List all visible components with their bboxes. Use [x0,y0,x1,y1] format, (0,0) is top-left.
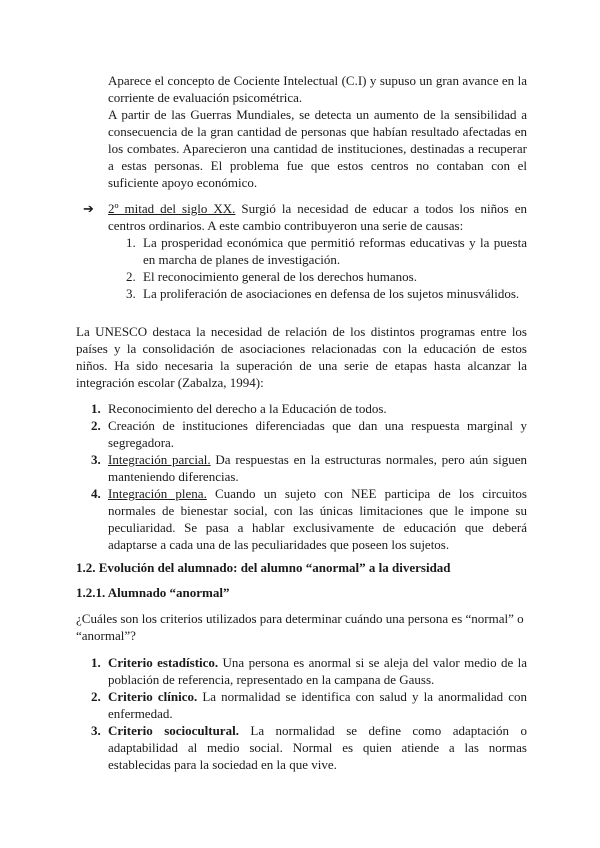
causes-list [126,234,527,302]
list-item: 1. Criterio estadístico. Una persona es anormal si se aleja del valor medio de la población de referencia, representado en la campana de Gauss. [91,655,527,687]
section-subheading: 1.2.1. Alumnado “anormal” [76,585,230,600]
list-item: 1. Reconocimiento del derecho a la Educación de todos. [91,401,387,416]
list-item: 2. Criterio clínico. La normalidad se identifica con salud y la anormalidad con enfermedad. [91,689,527,721]
stages-list [91,400,527,553]
list-item: 2. Creación de instituciones diferenciadas que dan una respuesta marginal y segregadora. [91,418,527,450]
arrow-item-title: 2º mitad del siglo XX. [108,201,236,216]
list-item: 2. El reconocimiento general de los derechos humanos. [126,269,417,284]
unesco-paragraph: La UNESCO destaca la necesidad de relación de los distintos programas entre los países y la consolidación de asociaciones relacionadas con la educación de estos niños. Ha sido necesaria la superación de una serie de etapas hasta alcanzar la integración escolar (Zabalza, 1994): [76,324,527,390]
question-paragraph: ¿Cuáles son los criterios utilizados para determinar cuándo una persona es “normal” o “anormal”? [76,611,524,643]
list-item: 3. Criterio sociocultural. La normalidad se define como adaptación o adaptabilidad al medio social. Normal es quien atiende a las normas establecidas para la sociedad en la que vive. [91,723,527,772]
intro-paragraph-2: A partir de las Guerras Mundiales, se detecta un aumento de la sensibilidad a consecuencia de la gran cantidad de personas que habían resultado afectadas en los combates. Aparecieron una cantidad de instituciones, destinadas a recuperar a estas personas. El problema fue que estos centros no contaban con el suficiente apoyo económico. [108,107,527,190]
arrow-list-item [83,200,528,302]
intro-block [108,72,527,191]
list-item: 1. La prosperidad económica que permitió reformas educativas y la puesta en marcha de planes de investigación. [126,235,527,267]
criteria-list [91,654,527,773]
list-item: 3. Integración parcial. Da respuestas en la estructuras normales, pero aún siguen manteniendo diferencias. [91,452,527,484]
intro-paragraph-1: Aparece el concepto de Cociente Intelectual (C.I) y supuso un gran avance en la corriente de evaluación psicométrica. [108,73,527,105]
arrow-right-icon: ➔ [83,201,94,216]
section-heading: 1.2. Evolución del alumnado: del alumno “anormal” a la diversidad [76,560,451,575]
list-item: 3. La proliferación de asociaciones en defensa de los sujetos minusválidos. [126,286,520,301]
list-item: 4. Integración plena. Cuando un sujeto con NEE participa de los circuitos normales de bienestar social, con las únicas limitaciones que le impone su peculiaridad. Se pasa a hablar exclusivamente de educación que deberá adaptarse a cada una de las peculiaridades que poseen los sujetos. [91,486,527,552]
arrow-item-text: Surgió la necesidad de educar a todos los niños en centros ordinarios. A este cambio contribuyeron una serie de causas: [108,201,528,233]
